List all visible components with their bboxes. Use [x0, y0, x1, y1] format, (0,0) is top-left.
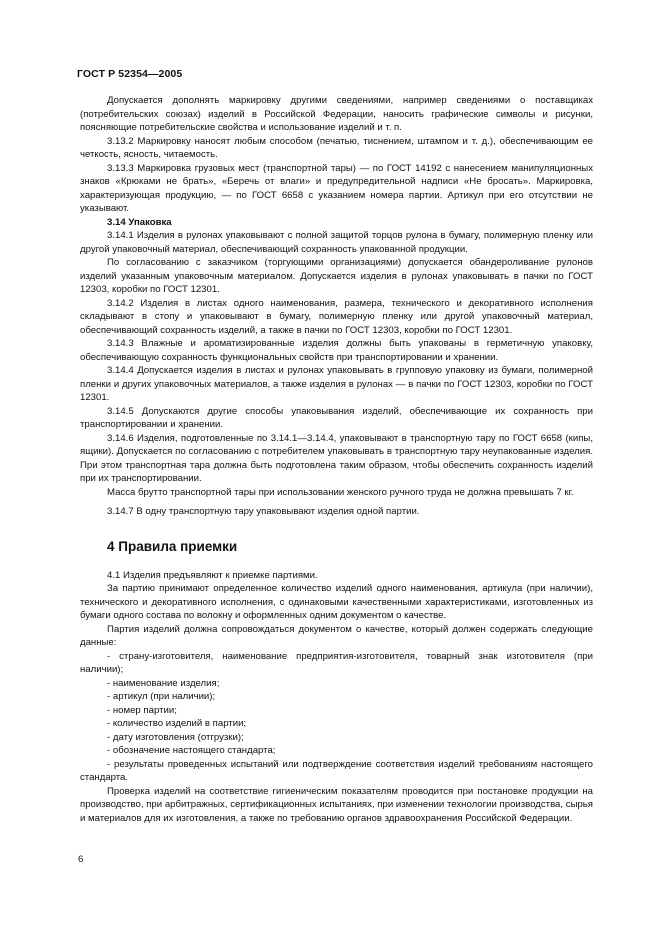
page-number: 6: [78, 854, 84, 865]
list-item: - наименование изделия;: [107, 677, 220, 689]
paragraph: Масса брутто транспортной тары при использовании женского ручного труда не должна превышать 7 кг.: [107, 486, 574, 498]
document-header: ГОСТ Р 52354—2005: [77, 68, 183, 80]
list-item: - дату изготовления (отгрузки);: [107, 731, 244, 743]
paragraph-3-14-2: 3.14.2 Изделия в листах одного наименования, размера, технического и декоративного исполнения складывают в стопу и упаковывают в бумагу, полимерную пленку или другой упаковочный материал, обеспечивающий сохранность изделий, а также в пачки по ГОСТ 12303, коробки по ГОСТ 12301.: [80, 297, 593, 336]
paragraph-3-13-3: 3.13.3 Маркировка грузовых мест (транспортной тары) — по ГОСТ 14192 с нанесением манипуляционных знаков «Крюками не брать», «Беречь от влаги» и предупредительной надписи «Не бросать». Маркировка, характеризующая продукцию, — по ГОСТ 6658 с указанием номера партии. Артикул при его отсутствии не указывают.: [80, 162, 593, 214]
paragraph-3-13-2: 3.13.2 Маркировку наносят любым способом (печатью, тиснением, штампом и т. д.), обеспечивающим ее четкость, ясность, читаемость.: [80, 135, 593, 160]
paragraph-4-1: 4.1 Изделия предъявляют к приемке партиями.: [107, 569, 318, 581]
paragraph: Партия изделий должна сопровождаться документом о качестве, который должен содержать следующие данные:: [80, 623, 593, 648]
paragraph: Допускается дополнять маркировку другими сведениями, например сведениями о поставщиках (потребительских союзах) изделий в Российской Федерации, наносить графические символы и рисунки, поясняющие потребительские свойства и использование изделий и т. п.: [80, 95, 593, 133]
list-item: - номер партии;: [107, 704, 177, 716]
subsection-heading-packaging: 3.14 Упаковка: [107, 216, 172, 228]
paragraph: По согласованию с заказчиком (торгующими организациями) допускается обандероливание рулонов изделий указанным упаковочным материалом. Допускается изделия в рулонах упаковывать в пачки по ГОСТ 12303, коробки по ГОСТ 12301.: [80, 257, 593, 295]
list-item: - обозначение настоящего стандарта;: [107, 745, 276, 756]
paragraph-3-14-1: 3.14.1 Изделия в рулонах упаковывают с полной защитой торцов рулона в бумагу, полимерную пленку или другой упаковочный материал, обеспечивающий сохранность упакованной продукции.: [80, 230, 593, 255]
document-body: [80, 94, 593, 825]
list-item: - результаты проведенных испытаний или подтверждение соответствия изделий требованиям настоящего стандарта.: [80, 758, 593, 783]
list-item: - артикул (при наличии);: [107, 691, 216, 702]
section-heading-acceptance-rules: 4 Правила приемки: [107, 538, 238, 554]
paragraph-3-14-3: 3.14.3 Влажные и ароматизированные изделия должны быть упакованы в герметичную упаковку, обеспечивающую сохранность функциональных свойств при транспортировании и хранении.: [80, 338, 593, 363]
list-item: - количество изделий в партии;: [107, 718, 247, 729]
paragraph-3-14-5: 3.14.5 Допускаются другие способы упаковывания изделий, обеспечивающие их сохранность при транспортировании и хранении.: [80, 405, 593, 430]
list-item: - страну-изготовителя, наименование предприятия-изготовителя, товарный знак изготовителя (при наличии);: [80, 650, 593, 675]
paragraph-3-14-4: 3.14.4 Допускается изделия в листах и рулонах упаковывать в групповую упаковку из бумаги, полимерной пленки и других упаковочных материалов, а также изделия в рулонах — в пачки по ГОСТ 12303, коробки по ГОСТ 12301.: [80, 365, 593, 403]
paragraph: Проверка изделий на соответствие гигиеническим показателям проводится при постановке продукции на производство, при арбитражных, сертификационных испытаниях, при изменении технологии производства, сырья и материалов для их изготовления, а также по требованию органов здравоохранения Российской Федерации.: [80, 785, 593, 824]
paragraph: За партию принимают определенное количество изделий одного наименования, артикула (при наличии), технического и декоративного исполнения, с одинаковыми качественными характеристиками, изготовленных из бумаги одного состава по волокну и оформленных одним документом о качестве.: [80, 583, 593, 621]
paragraph-3-14-6: 3.14.6 Изделия, подготовленные по 3.14.1—3.14.4, упаковывают в транспортную тару по ГОСТ 6658 (кипы, ящики). Допускается по согласованию с потребителем упаковывать в транспортную тару неупакованные изделия. При этом транспортная тара должна быть подготовлена таким образом, чтобы обеспечить сохранность изделий при их транспортировании.: [80, 432, 593, 484]
paragraph-3-14-7: 3.14.7 В одну транспортную тару упаковывают изделия одной партии.: [107, 506, 420, 517]
